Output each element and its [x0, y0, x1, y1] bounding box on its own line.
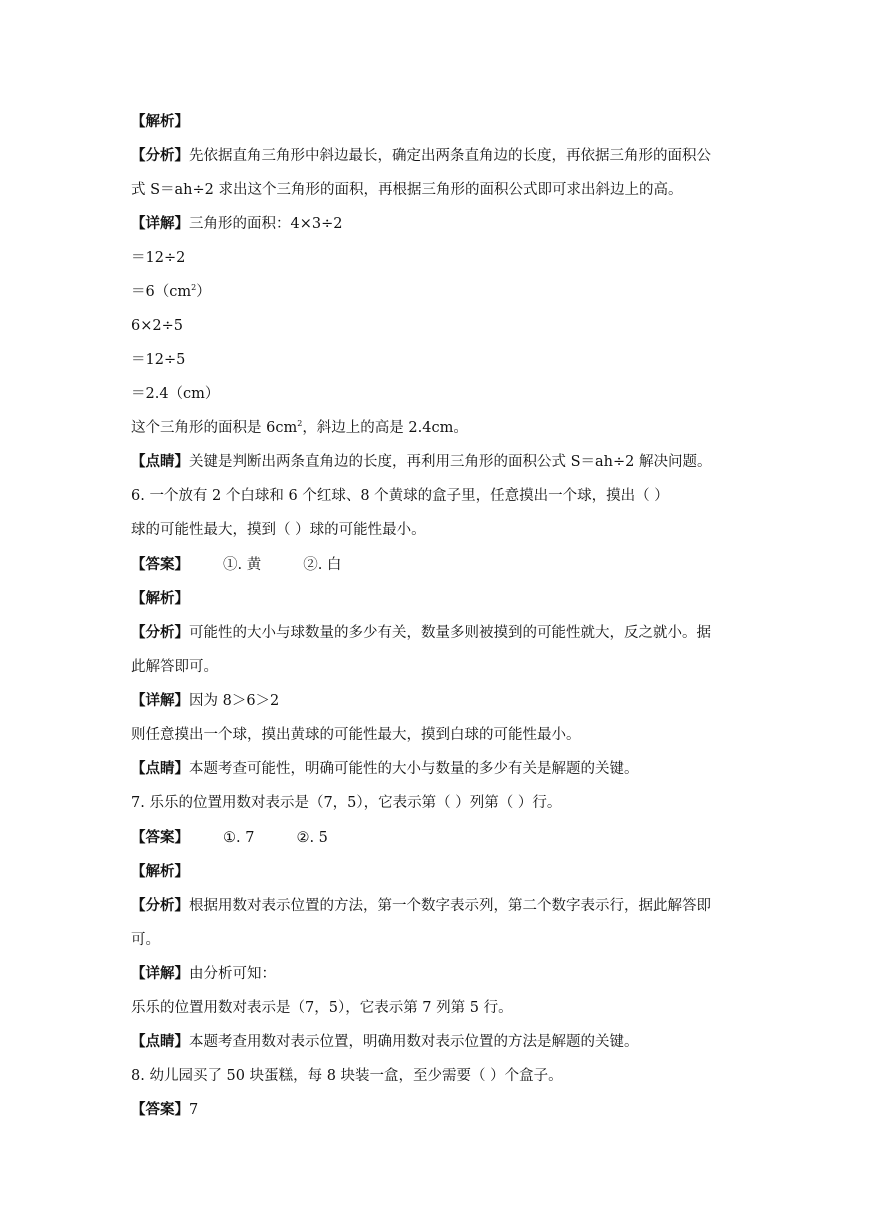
q8-answer: 7 — [189, 1102, 199, 1118]
q7-jiexi-heading: 【解析】 — [131, 863, 189, 880]
q6-xiangjie-line2: 则任意摸出一个球，摸出黄球的可能性最大，摸到白球的可能性最小。 — [131, 727, 581, 743]
q7-xiangjie-line2: 乐乐的位置用数对表示是（7，5），它表示第 7 列第 5 行。 — [131, 1000, 513, 1016]
q7-fenxi-line2: 可。 — [131, 932, 160, 948]
q5-fenxi-line2: 式 S＝ah÷2 求出这个三角形的面积，再根据三角形的面积公式即可求出斜边上的高。 — [131, 182, 683, 198]
q5-dianjing-line: 【点睛】关键是判断出两条直角边的长度，再利用三角形的面积公式 S＝ah÷2 解决问题。 — [131, 453, 712, 470]
q7-fenxi-line1: 【分析】根据用数对表示位置的方法，第一个数字表示列，第二个数字表示行，据此解答即 — [131, 897, 711, 914]
q6-dianjing-line: 【点睛】本题考查可能性，明确可能性的大小与数量的多少有关是解题的关键。 — [131, 760, 639, 777]
q6-question-line1: 6. 一个放有 2 个白球和 6 个红球、8 个黄球的盒子里，任意摸出一个球，摸出（ ） — [131, 488, 669, 504]
q6-jiexi-heading: 【解析】 — [131, 590, 189, 607]
q6-question-line2: 球的可能性最大，摸到（ ）球的可能性最小。 — [131, 522, 426, 538]
q5-xiangjie-line: 【详解】三角形的面积：4×3÷2 — [131, 215, 343, 232]
q5-jiexi-heading: 【解析】 — [131, 113, 189, 130]
q5-step-1: ＝12÷2 — [131, 250, 186, 266]
q5-conclusion: 这个三角形的面积是 $6cm^2$，斜边上的高是 2.4cm。 — [131, 419, 468, 436]
q6-answer-line: 【答案】 ①. 黄 ②. 白 — [131, 556, 342, 573]
q6-fenxi-line1: 【分析】可能性的大小与球数量的多少有关，数量多则被摸到的可能性就大，反之就小。据 — [131, 624, 711, 641]
q7-answer-2: ②. 5 — [296, 830, 328, 846]
q7-xiangjie-line: 【详解】由分析可知： — [131, 965, 276, 982]
q6-fenxi-line2: 此解答即可。 — [131, 659, 218, 675]
q5-step-3: 6×2÷5 — [131, 318, 183, 334]
q8-question: 8. 幼儿园买了 50 块蛋糕，每 8 块装一盒，至少需要（ ）个盒子。 — [131, 1068, 563, 1084]
q8-answer-line: 【答案】7 — [131, 1101, 199, 1118]
q7-answer-1: ①. 7 — [223, 830, 255, 846]
q7-dianjing-line: 【点睛】本题考查用数对表示位置，明确用数对表示位置的方法是解题的关键。 — [131, 1033, 639, 1050]
q6-xiangjie-line: 【详解】因为 8＞6＞2 — [131, 692, 280, 709]
q7-question: 7. 乐乐的位置用数对表示是（7，5），它表示第（ ）列第（ ）行。 — [131, 795, 562, 811]
q5-fenxi-line1: 【分析】先依据直角三角形中斜边最长，确定出两条直角边的长度，再依据三角形的面积公 — [131, 147, 711, 164]
q6-answer-2: ②. 白 — [303, 557, 342, 573]
q5-step-2: $=6(cm^2)$ — [131, 283, 211, 300]
q6-answer-1: ①. 黄 — [223, 557, 262, 573]
q7-answer-line: 【答案】 ①. 7 ②. 5 — [131, 829, 328, 846]
q5-step-4: ＝12÷5 — [131, 352, 186, 368]
q5-step-5: ＝2.4（cm） — [131, 386, 220, 402]
